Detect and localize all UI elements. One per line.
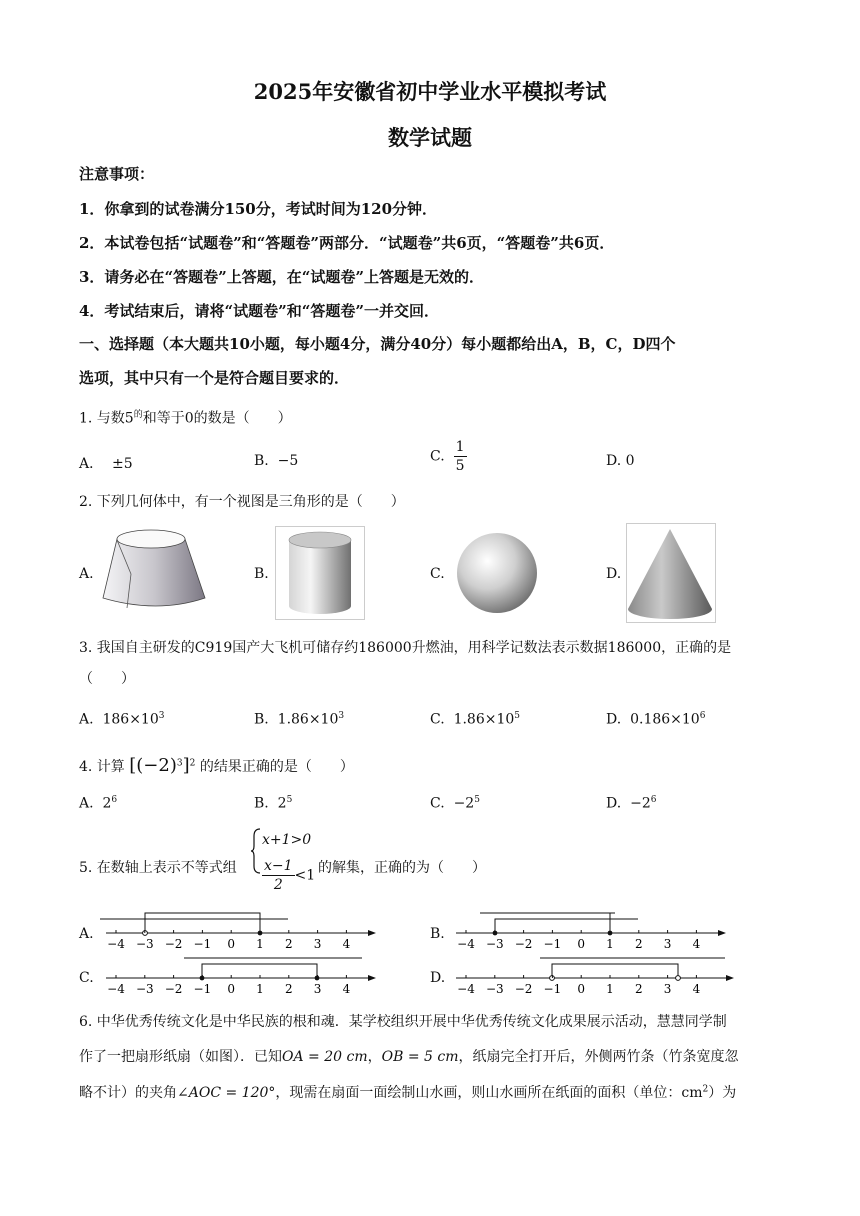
q2-option-a-label: A. <box>79 566 94 582</box>
number-line-c <box>100 955 382 997</box>
tick-label: 3 <box>663 937 672 951</box>
q4-d-base: −2 <box>630 795 651 812</box>
tick-label: 0 <box>577 937 586 951</box>
axis-arrow-icon <box>368 975 376 981</box>
tick-label: 0 <box>227 982 236 996</box>
solution-bracket-d <box>540 958 725 978</box>
tick-label: −1 <box>193 937 212 951</box>
q6-oa: OA = 20 cm <box>282 1049 368 1065</box>
notice-item-1: 1．你拿到的试卷满分150分，考试时间为120分钟． <box>79 200 438 218</box>
question-2-stem: 2. 下列几何体中，有一个视图是三角形的是（ ） <box>79 494 405 510</box>
q1-option-a-value: ±5 <box>112 456 133 472</box>
q1-c-denominator: 5 <box>455 458 465 474</box>
q1-option-c-fraction <box>454 438 467 475</box>
cone-figure <box>626 523 716 623</box>
notice-item-2: 2．本试卷包括“试题卷”和“答题卷”两部分．“试题卷”共6页，“答题卷”共6页． <box>79 234 615 252</box>
system-brace-icon <box>250 828 262 874</box>
q4-b-base: 2 <box>277 795 287 812</box>
section-heading-line1: 一、选择题（本大题共10小题，每小题4分，满分40分）每小题都给出A，B，C，D四个 <box>79 335 676 353</box>
q5-ineq2-rel: <1 <box>294 867 316 884</box>
q1-option-a <box>79 453 133 473</box>
q3-b-base: 1.86×10 <box>277 711 339 728</box>
question-3-stem: 3. 我国自主研发的C919国产大飞机可储存约186000升燃油，用科学记数法表示数据186000，正确的是 <box>79 640 732 656</box>
q4-stem-text: 4. 计算 <box>79 759 125 775</box>
tick-label: −4 <box>107 937 125 951</box>
q3-d-exp: 6 <box>699 711 706 721</box>
q5-option-b-label: B. <box>430 926 445 942</box>
tick-label: −3 <box>485 982 504 996</box>
question-1-stem <box>79 407 292 428</box>
question-5-stem-b: 的解集，正确的为（ ） <box>318 860 486 876</box>
q6-line2-text-2: ，纸扇完全打开后，外侧两竹条（竹条宽度忽 <box>458 1049 739 1065</box>
notice-heading: 注意事项： <box>79 165 155 183</box>
q3-d-label: D. <box>606 711 622 728</box>
tick-label: 1 <box>606 982 614 996</box>
exam-subtitle: 数学试题 <box>388 125 472 150</box>
q4-c-exp: 5 <box>474 795 480 805</box>
tick-label: 4 <box>342 982 351 996</box>
q1-stem-sup: 的 <box>133 410 143 420</box>
q4-option-a <box>79 795 117 812</box>
cylinder-figure <box>275 526 365 620</box>
tick-label: −4 <box>107 982 125 996</box>
q4-exp-inner: 3 <box>176 758 183 769</box>
q1-option-c <box>430 438 467 475</box>
q3-a-label: A. <box>79 711 94 728</box>
q6-line3-text-3: ）为 <box>708 1085 737 1101</box>
q3-b-exp: 3 <box>338 711 345 721</box>
question-3-stem-2: （ ） <box>79 671 135 687</box>
tick-label: 2 <box>634 937 643 951</box>
q4-b-label: B. <box>254 795 269 812</box>
tick-label: 1 <box>606 937 614 951</box>
q2-option-c-label: C. <box>430 566 445 582</box>
q1-option-b-value: −5 <box>277 453 299 469</box>
q3-option-d <box>606 711 705 728</box>
q1-option-b-label: B. <box>254 453 269 469</box>
tick-label: 4 <box>692 937 701 951</box>
q3-b-label: B. <box>254 711 269 728</box>
tick-label: −1 <box>193 982 212 996</box>
tick-label: 2 <box>284 982 293 996</box>
tick-label: −3 <box>485 937 504 951</box>
axis-arrow-icon <box>368 930 376 936</box>
q2-option-d-label: D. <box>606 566 622 582</box>
q3-c-base: 1.86×10 <box>453 711 515 728</box>
q5-option-c-label: C. <box>79 970 94 986</box>
q4-stem-text-2: 的结果正确的是（ ） <box>199 759 354 775</box>
q1-stem-text: 1. 与数5 <box>79 410 134 427</box>
tick-label: 2 <box>284 937 293 951</box>
tick-label: 4 <box>342 937 351 951</box>
q6-unit-exp: 2 <box>702 1084 709 1095</box>
question-6-line-3 <box>79 1082 736 1102</box>
q4-option-c <box>430 795 480 812</box>
tick-label: −3 <box>135 937 154 951</box>
question-6-line-1: 6. 中华优秀传统文化是中华民族的根和魂．某学校组织开展中华优秀传统文化成果展示活动，慧慧同学制 <box>79 1014 727 1030</box>
tick-label: 1 <box>256 937 264 951</box>
q5-ineq2-fraction <box>262 857 295 894</box>
q3-c-exp: 5 <box>514 711 521 721</box>
number-line-a <box>100 910 382 952</box>
sphere-figure <box>455 531 539 615</box>
q6-line3-text: 略不计）的夹角 <box>79 1085 177 1101</box>
q5-ineq2-numerator: x−1 <box>264 858 293 874</box>
tick-label: −1 <box>543 937 562 951</box>
solution-bracket-c <box>184 958 362 978</box>
q4-expr: [(−2) <box>129 755 177 776</box>
q1-option-a-label: A． <box>79 456 104 472</box>
q6-ob: OB = 5 cm <box>381 1049 459 1065</box>
question-6-line-2 <box>79 1046 738 1066</box>
q3-option-c <box>430 711 520 728</box>
tick-label: −4 <box>457 982 475 996</box>
tick-label: −1 <box>543 982 562 996</box>
q3-a-base: 186×10 <box>102 711 159 728</box>
q1-stem-text-2: 和等于0的数是（ ） <box>142 410 292 427</box>
tick-label: 2 <box>634 982 643 996</box>
open-point <box>676 976 681 981</box>
q4-d-label: D. <box>606 795 622 812</box>
q6-sep: ， <box>367 1049 382 1065</box>
q3-option-a <box>79 711 164 728</box>
q5-inequality-2 <box>262 857 315 894</box>
q5-inequality-1: x+1>0 <box>262 832 312 848</box>
q3-d-base: 0.186×10 <box>630 711 700 728</box>
tick-label: 1 <box>256 982 264 996</box>
q5-option-d-label: D. <box>430 970 446 986</box>
q1-option-b <box>254 453 298 469</box>
q4-c-label: C. <box>430 795 445 812</box>
tick-label: 0 <box>227 937 236 951</box>
q1-option-c-label: C. <box>430 448 445 465</box>
tick-label: −2 <box>164 937 183 951</box>
q4-expr-close: ] <box>182 755 190 776</box>
q4-c-base: −2 <box>453 795 475 812</box>
q4-exp-outer: 2 <box>189 758 196 769</box>
q4-a-base: 2 <box>102 795 112 812</box>
tick-label: 4 <box>692 982 701 996</box>
notice-item-3: 3．请务必在“答题卷”上答题，在“试题卷”上答题是无效的． <box>79 268 484 286</box>
q2-option-b-label: B. <box>254 566 269 582</box>
q5-ineq2-denominator: 2 <box>273 877 283 893</box>
tick-label: −2 <box>164 982 183 996</box>
q4-option-b <box>254 795 292 812</box>
number-line-d <box>450 955 740 997</box>
q3-option-b <box>254 711 344 728</box>
tick-label: 3 <box>663 982 672 996</box>
notice-item-4: 4．考试结束后，请将“试题卷”和“答题卷”一并交回． <box>79 302 439 320</box>
q4-option-d <box>606 795 656 812</box>
section-heading-line2: 选项，其中只有一个是符合题目要求的． <box>79 369 350 387</box>
tick-label: −2 <box>514 982 533 996</box>
solution-bracket-b <box>480 913 638 933</box>
axis-arrow-icon <box>726 975 734 981</box>
q4-b-exp: 5 <box>286 795 293 805</box>
q3-c-label: C. <box>430 711 445 728</box>
q6-line3-text-2: ，现需在扇面一面绘制山水画，则山水画所在纸面的面积（单位： <box>275 1085 682 1101</box>
q6-unit: cm <box>681 1085 703 1101</box>
tick-label: −2 <box>514 937 533 951</box>
question-5-stem-a: 5. 在数轴上表示不等式组 <box>79 860 237 876</box>
closed-point <box>315 976 320 981</box>
frustum-figure <box>97 524 207 614</box>
q5-option-a-label: A. <box>79 926 94 942</box>
q6-angle: ∠AOC = 120° <box>177 1085 276 1101</box>
question-4-stem <box>79 755 354 776</box>
q3-a-exp: 3 <box>158 711 165 721</box>
tick-label: 3 <box>313 982 322 996</box>
number-line-b <box>450 910 732 952</box>
tick-label: −4 <box>457 937 475 951</box>
tick-label: 0 <box>577 982 586 996</box>
q1-option-d: D. 0 <box>606 453 635 469</box>
tick-label: 3 <box>313 937 322 951</box>
q4-a-exp: 6 <box>111 795 118 805</box>
q4-d-exp: 6 <box>650 795 657 805</box>
q4-a-label: A. <box>79 795 94 812</box>
q6-line2-text: 作了一把扇形纸扇（如图）．已知 <box>79 1049 282 1065</box>
axis-arrow-icon <box>718 930 726 936</box>
tick-label: −3 <box>135 982 154 996</box>
q1-c-numerator: 1 <box>455 439 465 455</box>
exam-title: 2025年安徽省初中学业水平模拟考试 <box>253 79 607 104</box>
